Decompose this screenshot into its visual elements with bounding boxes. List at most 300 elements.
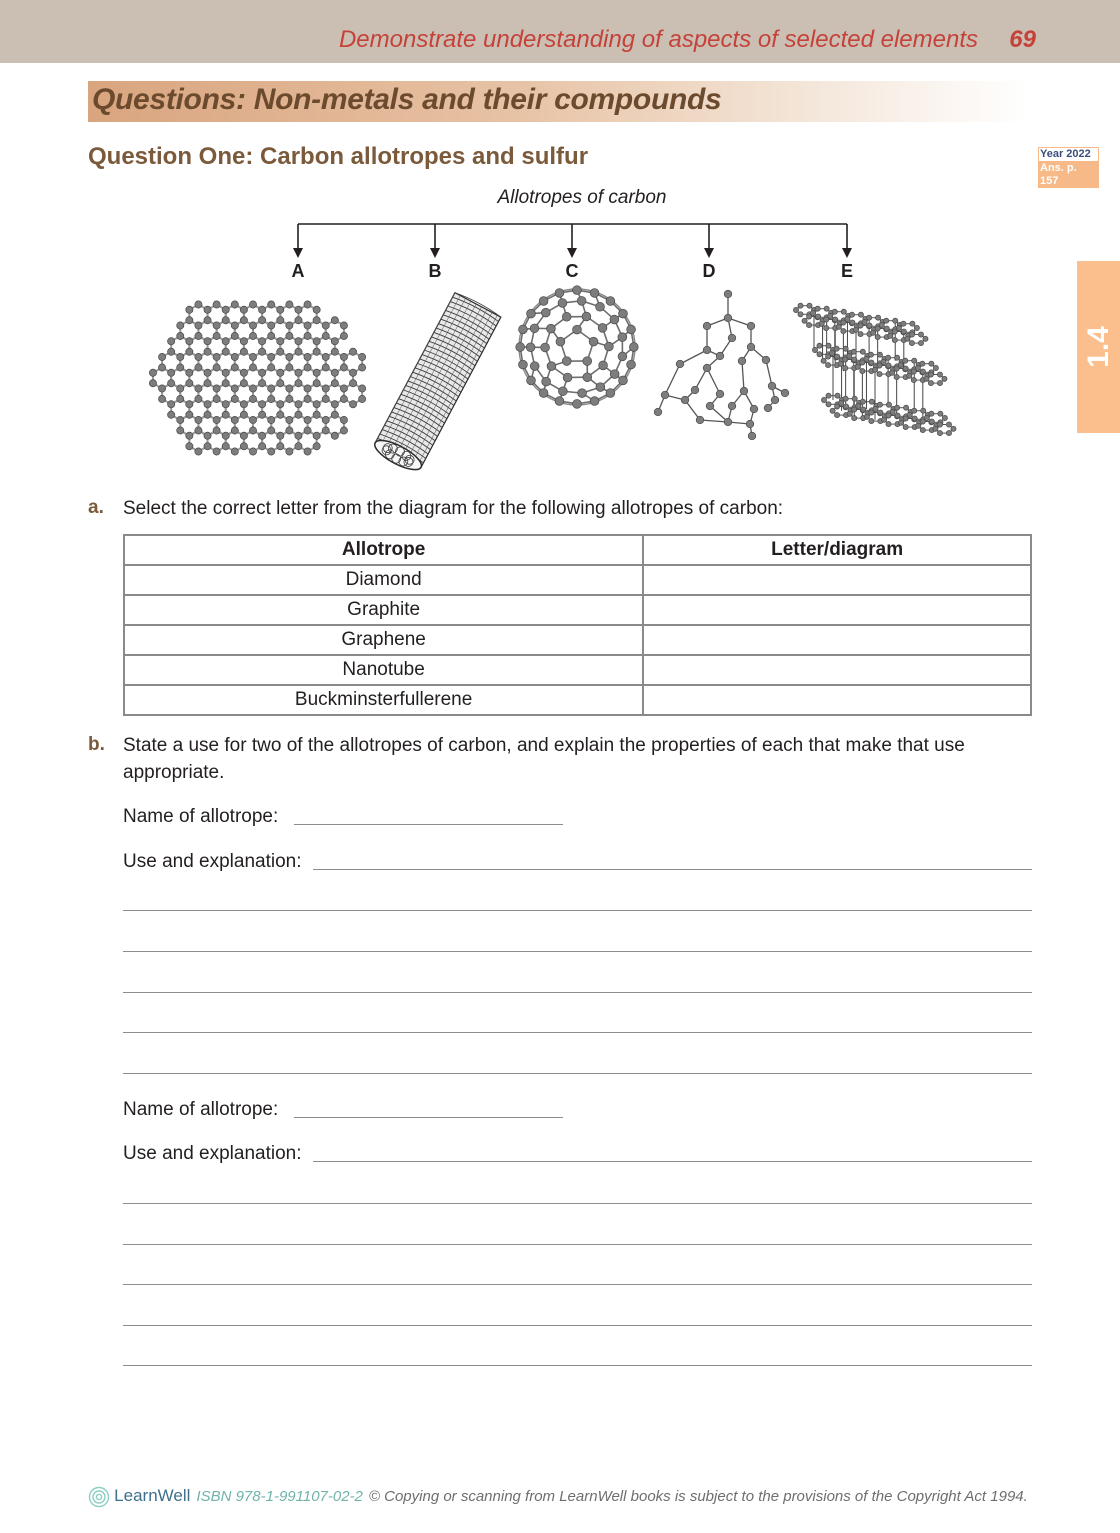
atom <box>177 353 184 360</box>
atom <box>249 322 256 329</box>
atom <box>231 448 238 455</box>
atom <box>905 336 910 341</box>
atom <box>877 352 882 357</box>
atom <box>222 338 229 345</box>
atom <box>530 324 539 333</box>
atom <box>877 363 882 368</box>
atom <box>177 416 184 423</box>
atom <box>519 325 528 334</box>
atom <box>186 306 193 313</box>
atom <box>852 415 857 420</box>
atom <box>573 286 582 295</box>
atom <box>807 303 812 308</box>
atom <box>884 318 889 323</box>
answer-line[interactable] <box>123 1203 1032 1204</box>
atom <box>724 314 732 322</box>
atom <box>834 404 839 409</box>
atom <box>231 385 238 392</box>
atom <box>937 430 942 435</box>
atom <box>661 391 669 399</box>
atom <box>286 364 293 371</box>
arrowhead-d <box>704 248 714 258</box>
atom <box>186 317 193 324</box>
atom <box>703 346 711 354</box>
footer-isbn: ISBN 978-1-991107-02-2 <box>196 1488 363 1505</box>
atom <box>654 408 662 416</box>
answer-cell[interactable] <box>643 625 1031 655</box>
atom <box>724 418 732 426</box>
atom <box>304 385 311 392</box>
atom <box>359 353 366 360</box>
atom <box>824 317 829 322</box>
atom <box>582 312 591 321</box>
atom <box>541 308 550 317</box>
bond <box>707 368 720 394</box>
atom <box>853 327 858 332</box>
atom <box>627 360 636 369</box>
atom <box>186 411 193 418</box>
atom <box>258 306 265 313</box>
atom <box>213 448 220 455</box>
atom <box>149 369 156 376</box>
atom <box>322 353 329 360</box>
atom <box>340 332 347 339</box>
badge-year: Year 2022 <box>1038 147 1099 162</box>
atom <box>555 397 564 406</box>
allotrope-cell: Nanotube <box>124 655 643 685</box>
atom <box>728 334 736 342</box>
atom <box>696 416 704 424</box>
atom <box>168 348 175 355</box>
atom <box>168 380 175 387</box>
atom <box>168 401 175 408</box>
atom <box>563 373 572 382</box>
atom <box>158 385 165 392</box>
atom <box>933 365 938 370</box>
atom <box>268 353 275 360</box>
atom <box>313 348 320 355</box>
atom <box>195 364 202 371</box>
atom <box>295 380 302 387</box>
answer-line[interactable] <box>123 1365 1032 1366</box>
atom <box>610 315 619 324</box>
name-of-allotrope-label-2: Name of allotrope: <box>123 1099 279 1120</box>
atom <box>895 413 900 418</box>
atom <box>542 377 551 386</box>
use-explanation-label-2: Use and explanation: <box>123 1143 302 1164</box>
atom <box>222 401 229 408</box>
atom <box>340 364 347 371</box>
atom <box>213 385 220 392</box>
answer-cell[interactable] <box>643 685 1031 715</box>
atom <box>222 432 229 439</box>
atom <box>340 395 347 402</box>
atom <box>231 416 238 423</box>
atom <box>295 348 302 355</box>
atom <box>277 432 284 439</box>
atom <box>812 347 817 352</box>
bond <box>665 364 680 395</box>
atom <box>331 317 338 324</box>
atom <box>313 401 320 408</box>
label-a: A <box>291 261 305 281</box>
atom <box>912 358 917 363</box>
footer-brand: LearnWell <box>114 1486 191 1505</box>
chapter-number: 1.4 <box>1081 326 1115 368</box>
atom <box>909 340 914 345</box>
structure-c-buckminsterfullerene <box>516 286 638 408</box>
atom <box>331 380 338 387</box>
atom <box>304 427 311 434</box>
year-badge <box>1038 147 1099 188</box>
atom <box>195 385 202 392</box>
name-answer-line-1[interactable] <box>294 824 563 825</box>
label-e: E <box>840 261 854 281</box>
atom <box>249 427 256 434</box>
part-a-text: Select the correct letter from the diagram for the following allotropes of carbon: <box>123 498 784 519</box>
atom <box>583 373 592 382</box>
atom <box>860 360 865 365</box>
atom <box>240 401 247 408</box>
page-footer <box>88 1486 1028 1508</box>
atom <box>204 369 211 376</box>
atom <box>231 332 238 339</box>
atom <box>903 358 908 363</box>
atom <box>841 328 846 333</box>
atom <box>806 314 811 319</box>
atom <box>286 416 293 423</box>
atom <box>304 364 311 371</box>
answer-line[interactable] <box>123 910 1032 911</box>
atom <box>916 423 921 428</box>
atom <box>519 360 528 369</box>
atom <box>860 399 865 404</box>
atom <box>596 383 605 392</box>
atom <box>313 338 320 345</box>
header-allotrope: Allotrope <box>124 535 643 565</box>
atom <box>892 329 897 334</box>
atom <box>249 385 256 392</box>
atom <box>899 420 904 425</box>
answer-line[interactable] <box>123 1325 1032 1326</box>
atom <box>578 389 587 398</box>
atom <box>907 373 912 378</box>
answer-line[interactable] <box>123 1284 1032 1285</box>
atom <box>768 382 776 390</box>
atom <box>149 380 156 387</box>
atom <box>817 352 822 357</box>
answer-cell[interactable] <box>643 565 1031 595</box>
atom <box>573 399 582 408</box>
atom <box>231 395 238 402</box>
atom <box>738 357 746 365</box>
atom <box>277 338 284 345</box>
atom <box>826 402 831 407</box>
atom <box>825 354 830 359</box>
table-row <box>124 685 1031 715</box>
atom <box>249 332 256 339</box>
atom <box>946 430 951 435</box>
bond <box>742 361 744 391</box>
atom <box>177 332 184 339</box>
atom <box>268 364 275 371</box>
atom <box>802 318 807 323</box>
atom <box>231 427 238 434</box>
atom <box>849 312 854 317</box>
atom <box>186 401 193 408</box>
atom <box>558 299 567 308</box>
atom <box>835 393 840 398</box>
table-row <box>124 655 1031 685</box>
section-title: Questions: Non-metals and their compounds <box>92 83 722 116</box>
atom <box>851 349 856 354</box>
atom <box>590 397 599 406</box>
structure-d-diamond <box>654 290 789 440</box>
atom <box>222 411 229 418</box>
atom <box>850 320 855 325</box>
atom <box>928 372 933 377</box>
atom <box>204 411 211 418</box>
diagram-connector <box>298 224 847 250</box>
atom <box>249 353 256 360</box>
atom <box>213 427 220 434</box>
use-explanation-label-1: Use and explanation: <box>123 851 302 872</box>
atom <box>724 290 732 298</box>
atom <box>618 333 627 342</box>
atom <box>177 364 184 371</box>
atom <box>619 309 628 318</box>
atom <box>322 427 329 434</box>
atom <box>258 338 265 345</box>
atom <box>847 411 852 416</box>
atom <box>286 427 293 434</box>
answer-line[interactable] <box>123 1073 1032 1074</box>
atom <box>268 301 275 308</box>
answer-line[interactable] <box>123 1032 1032 1033</box>
atom <box>834 412 839 417</box>
structure-e-graphite <box>793 303 956 436</box>
atom <box>869 410 874 415</box>
atom <box>222 317 229 324</box>
answer-cell[interactable] <box>643 655 1031 685</box>
atom <box>222 369 229 376</box>
atom <box>825 362 830 367</box>
atom <box>231 353 238 360</box>
atom <box>903 366 908 371</box>
atom <box>286 395 293 402</box>
atom <box>781 389 789 397</box>
atom <box>286 448 293 455</box>
atom <box>240 443 247 450</box>
atom <box>573 325 582 334</box>
atom <box>901 321 906 326</box>
atom <box>213 395 220 402</box>
atom <box>728 402 736 410</box>
answer-line[interactable] <box>123 992 1032 993</box>
atom <box>920 427 925 432</box>
label-c: C <box>565 261 579 281</box>
atom <box>855 364 860 369</box>
atom <box>359 395 366 402</box>
atom <box>322 322 329 329</box>
atom <box>258 380 265 387</box>
use-answer-line-1[interactable] <box>313 869 1032 870</box>
atom <box>331 348 338 355</box>
atom <box>877 402 882 407</box>
atom <box>204 380 211 387</box>
atom <box>937 372 942 377</box>
table-row <box>124 595 1031 625</box>
atom <box>894 374 899 379</box>
atom <box>268 448 275 455</box>
answer-line[interactable] <box>123 951 1032 952</box>
atom <box>268 395 275 402</box>
atom <box>824 306 829 311</box>
part-a-label: a. <box>88 497 104 518</box>
atom <box>277 306 284 313</box>
atom <box>304 395 311 402</box>
atom <box>894 366 899 371</box>
atom <box>277 317 284 324</box>
atom <box>286 322 293 329</box>
atom <box>231 322 238 329</box>
atom <box>942 415 947 420</box>
name-of-allotrope-label-1: Name of allotrope: <box>123 806 279 827</box>
atom <box>843 404 848 409</box>
atom <box>886 402 891 407</box>
atom <box>195 416 202 423</box>
atom <box>277 348 284 355</box>
atom <box>222 348 229 355</box>
bond <box>700 420 728 422</box>
atom <box>716 352 724 360</box>
atom <box>249 364 256 371</box>
atom <box>186 369 193 376</box>
atom <box>158 353 165 360</box>
atom <box>875 315 880 320</box>
atom <box>909 332 914 337</box>
atom <box>826 393 831 398</box>
atom <box>911 377 916 382</box>
atom <box>322 364 329 371</box>
atom <box>937 422 942 427</box>
atom <box>558 387 567 396</box>
atom <box>871 330 876 335</box>
atom <box>177 322 184 329</box>
atom <box>903 416 908 421</box>
atom <box>886 421 891 426</box>
table-row <box>124 565 1031 595</box>
atom <box>951 426 956 431</box>
arrowhead-a <box>293 248 303 258</box>
arrowhead-b <box>430 248 440 258</box>
atom <box>186 348 193 355</box>
atom <box>331 338 338 345</box>
atom <box>258 443 265 450</box>
name-answer-line-2[interactable] <box>294 1117 563 1118</box>
atom <box>195 332 202 339</box>
atom <box>286 385 293 392</box>
atom <box>286 353 293 360</box>
use-answer-line-2[interactable] <box>313 1161 1032 1162</box>
atom <box>277 411 284 418</box>
atom <box>313 317 320 324</box>
atom <box>852 396 857 401</box>
atom <box>231 301 238 308</box>
atom <box>858 323 863 328</box>
atom <box>875 326 880 331</box>
atom <box>869 360 874 365</box>
atom <box>195 448 202 455</box>
atom <box>629 343 638 352</box>
atom <box>599 361 608 370</box>
answer-line[interactable] <box>123 1244 1032 1245</box>
atom <box>869 418 874 423</box>
atom <box>195 322 202 329</box>
atom <box>240 411 247 418</box>
atom <box>875 334 880 339</box>
atom <box>864 414 869 419</box>
atom <box>186 443 193 450</box>
atom <box>258 348 265 355</box>
badge-answer-page: Ans. p. 157 <box>1038 162 1099 188</box>
atom <box>920 419 925 424</box>
atom <box>843 365 848 370</box>
atom <box>349 401 356 408</box>
atom <box>888 333 893 338</box>
atom <box>249 416 256 423</box>
atom <box>815 314 820 319</box>
atom <box>240 317 247 324</box>
atom <box>946 422 951 427</box>
atom <box>771 396 779 404</box>
allotrope-cell: Graphene <box>124 625 643 655</box>
atom <box>295 432 302 439</box>
atom <box>914 325 919 330</box>
atom <box>681 396 689 404</box>
diagram-arrowheads <box>293 248 852 258</box>
atom <box>920 369 925 374</box>
atom <box>819 321 824 326</box>
atom <box>322 416 329 423</box>
atom <box>527 309 536 318</box>
atom <box>858 331 863 336</box>
atom <box>929 361 934 366</box>
atom <box>322 385 329 392</box>
atom <box>833 317 838 322</box>
atom <box>596 302 605 311</box>
atom <box>313 369 320 376</box>
atom <box>547 362 556 371</box>
atom <box>313 411 320 418</box>
table-header-row <box>124 535 1031 565</box>
atom <box>349 348 356 355</box>
answer-cell[interactable] <box>643 595 1031 625</box>
part-b-label: b. <box>88 734 105 755</box>
atom <box>843 346 848 351</box>
bond <box>680 350 707 364</box>
atom <box>295 306 302 313</box>
atom <box>834 354 839 359</box>
atom <box>277 401 284 408</box>
table-row <box>124 625 1031 655</box>
atom <box>240 432 247 439</box>
atom <box>901 329 906 334</box>
atom <box>627 325 636 334</box>
atom <box>313 432 320 439</box>
atom <box>295 401 302 408</box>
atom <box>750 405 758 413</box>
